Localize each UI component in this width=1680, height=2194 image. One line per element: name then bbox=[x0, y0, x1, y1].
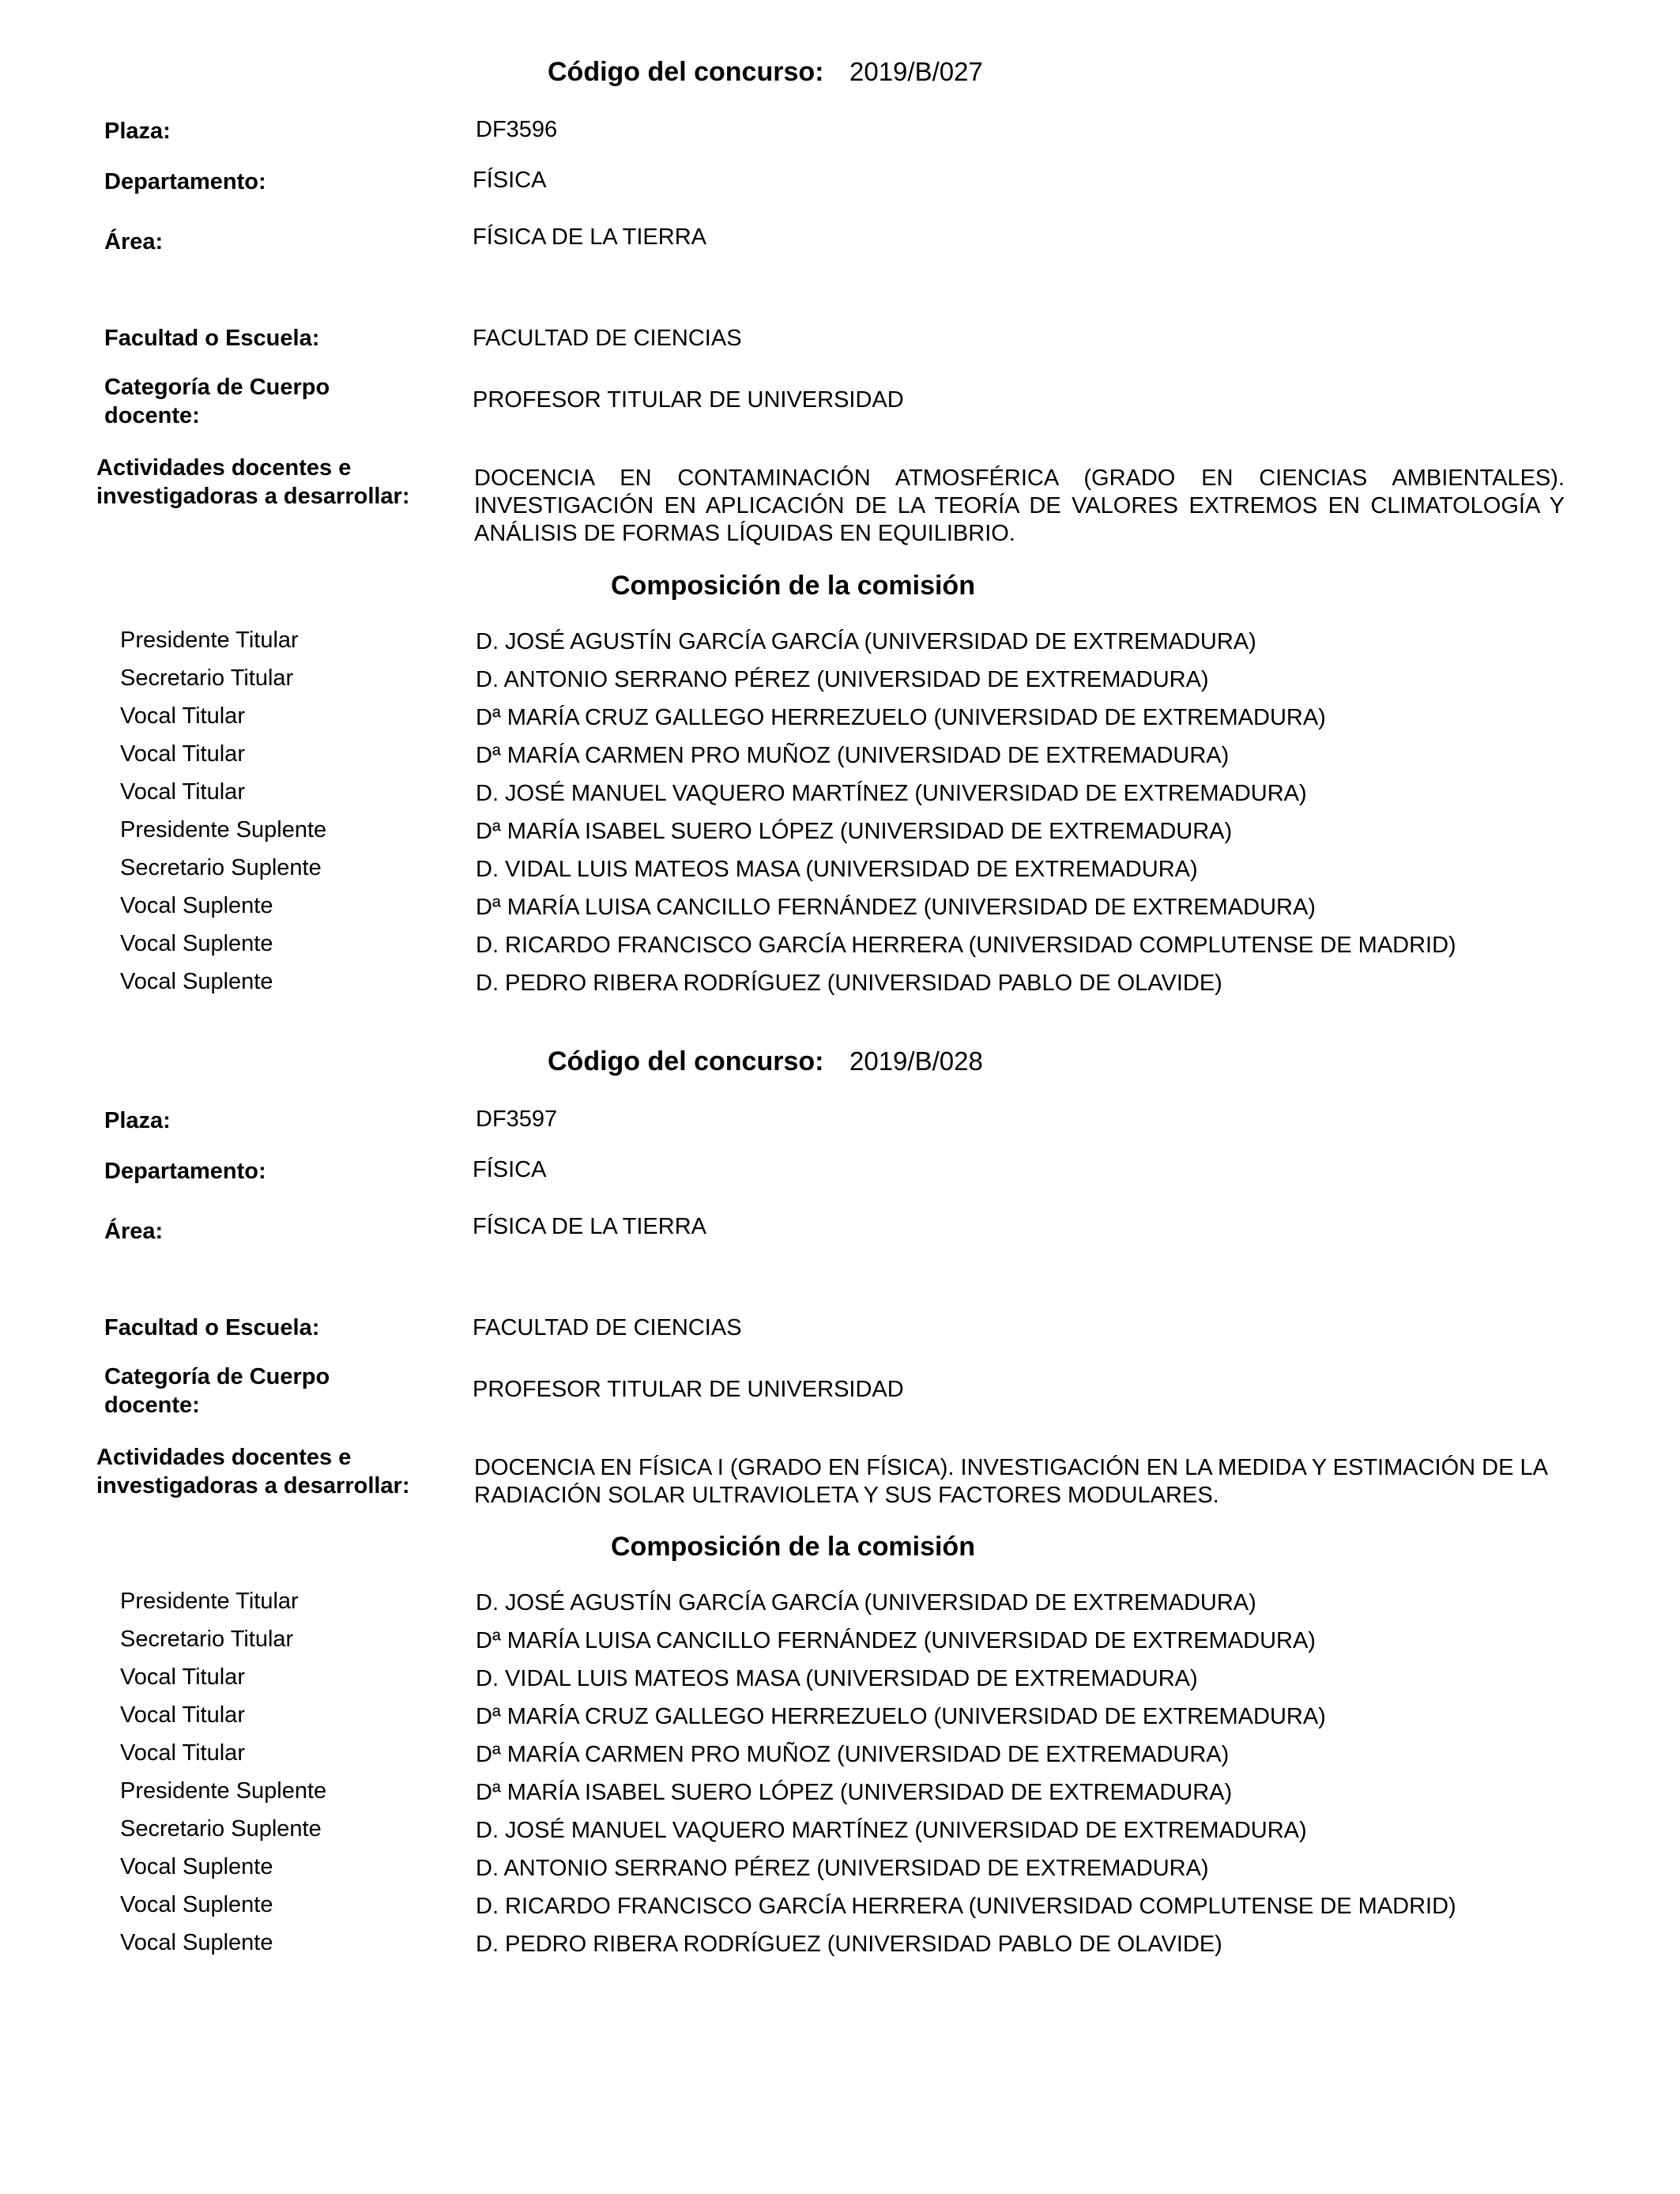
concurso-section-1 bbox=[0, 0, 1680, 996]
comision-member bbox=[0, 1664, 1680, 1702]
codigo-value: 2019/B/028 bbox=[849, 1046, 983, 1076]
comision-member bbox=[0, 1702, 1680, 1740]
comision-member bbox=[0, 931, 1680, 969]
codigo-label: Código del concurso: bbox=[548, 57, 824, 87]
member-role: Secretario Suplente bbox=[120, 1816, 322, 1842]
member-name: D. JOSÉ MANUEL VAQUERO MARTÍNEZ (UNIVERSIDAD DE EXTREMADURA) bbox=[476, 1818, 1307, 1843]
facultad-value: FACULTAD DE CIENCIAS bbox=[473, 326, 742, 351]
area-value: FÍSICA DE LA TIERRA bbox=[473, 1214, 707, 1239]
member-role: Vocal Suplente bbox=[120, 931, 273, 956]
plaza-value: DF3596 bbox=[476, 117, 558, 142]
member-name: D. PEDRO RIBERA RODRÍGUEZ (UNIVERSIDAD PABLO DE OLAVIDE) bbox=[476, 1932, 1222, 1957]
member-name: Dª MARÍA CARMEN PRO MUÑOZ (UNIVERSIDAD DE EXTREMADURA) bbox=[476, 743, 1230, 768]
actividades-value: DOCENCIA EN CONTAMINACIÓN ATMOSFÉRICA (GRADO EN CIENCIAS AMBIENTALES). INVESTIGACIÓN EN APLICACIÓN DE LA TEORÍA DE VALORES EXTREMOS EN CLIMATOLOGÍA Y ANÁLISIS DE FORMAS LÍQUIDAS EN EQUILIBRIO. bbox=[474, 466, 1565, 546]
member-name: Dª MARÍA LUISA CANCILLO FERNÁNDEZ (UNIVERSIDAD DE EXTREMADURA) bbox=[476, 895, 1316, 920]
comision-member bbox=[0, 855, 1680, 893]
departamento-value: FÍSICA bbox=[473, 168, 547, 193]
codigo-label: Código del concurso: bbox=[548, 1046, 824, 1076]
member-role: Presidente Suplente bbox=[120, 1778, 327, 1804]
comision-member bbox=[0, 1589, 1680, 1627]
actividades-value: DOCENCIA EN FÍSICA I (GRADO EN FÍSICA). INVESTIGACIÓN EN LA MEDIDA Y ESTIMACIÓN DE LA RADIACIÓN SOLAR ULTRAVIOLETA Y SUS FACTORES MODULARES. bbox=[474, 1455, 1547, 1508]
member-name: Dª MARÍA CRUZ GALLEGO HERREZUELO (UNIVERSIDAD DE EXTREMADURA) bbox=[476, 1704, 1326, 1729]
member-name: Dª MARÍA ISABEL SUERO LÓPEZ (UNIVERSIDAD DE EXTREMADURA) bbox=[476, 1780, 1233, 1805]
comision-title: Composición de la comisión bbox=[611, 571, 975, 601]
plaza-label: Plaza: bbox=[104, 119, 171, 144]
comision-member bbox=[0, 1740, 1680, 1778]
member-name: Dª MARÍA CRUZ GALLEGO HERREZUELO (UNIVERSIDAD DE EXTREMADURA) bbox=[476, 705, 1326, 730]
member-name: D. JOSÉ MANUEL VAQUERO MARTÍNEZ (UNIVERSIDAD DE EXTREMADURA) bbox=[476, 781, 1307, 806]
member-role: Vocal Titular bbox=[120, 779, 245, 805]
departamento-value: FÍSICA bbox=[473, 1157, 547, 1182]
member-role: Vocal Suplente bbox=[120, 1930, 273, 1955]
comision-member bbox=[0, 1778, 1680, 1816]
area-value: FÍSICA DE LA TIERRA bbox=[473, 224, 707, 250]
departamento-label: Departamento: bbox=[104, 169, 266, 194]
member-role: Vocal Suplente bbox=[120, 969, 273, 994]
member-name: D. VIDAL LUIS MATEOS MASA (UNIVERSIDAD DE EXTREMADURA) bbox=[476, 1666, 1198, 1691]
member-name: D. JOSÉ AGUSTÍN GARCÍA GARCÍA (UNIVERSIDAD DE EXTREMADURA) bbox=[476, 629, 1256, 654]
comision-member bbox=[0, 779, 1680, 817]
member-name: D. JOSÉ AGUSTÍN GARCÍA GARCÍA (UNIVERSIDAD DE EXTREMADURA) bbox=[476, 1590, 1256, 1615]
comision-member bbox=[0, 628, 1680, 665]
member-role: Vocal Suplente bbox=[120, 1854, 273, 1879]
categoria-value: PROFESOR TITULAR DE UNIVERSIDAD bbox=[473, 1377, 904, 1402]
member-role: Vocal Titular bbox=[120, 703, 245, 729]
member-name: D. RICARDO FRANCISCO GARCÍA HERRERA (UNIVERSIDAD COMPLUTENSE DE MADRID) bbox=[476, 1894, 1456, 1919]
member-name: D. RICARDO FRANCISCO GARCÍA HERRERA (UNIVERSIDAD COMPLUTENSE DE MADRID) bbox=[476, 933, 1456, 958]
member-role: Vocal Titular bbox=[120, 1702, 245, 1728]
member-role: Vocal Titular bbox=[120, 1740, 245, 1766]
member-name: Dª MARÍA ISABEL SUERO LÓPEZ (UNIVERSIDAD DE EXTREMADURA) bbox=[476, 819, 1233, 844]
member-role: Vocal Titular bbox=[120, 741, 245, 767]
comision-title: Composición de la comisión bbox=[611, 1532, 975, 1562]
concurso-section-2 bbox=[0, 990, 1680, 1977]
comision-member bbox=[0, 665, 1680, 703]
member-role: Vocal Suplente bbox=[120, 1892, 273, 1917]
plaza-label: Plaza: bbox=[104, 1108, 171, 1133]
comision-member bbox=[0, 1627, 1680, 1664]
area-label: Área: bbox=[104, 1219, 164, 1244]
categoria-label: Categoría de Cuerpo docente: bbox=[104, 375, 330, 428]
member-role: Presidente Suplente bbox=[120, 817, 327, 843]
facultad-label: Facultad o Escuela: bbox=[104, 326, 320, 351]
comision-member bbox=[0, 1892, 1680, 1930]
member-role: Presidente Titular bbox=[120, 1589, 299, 1614]
comision-member bbox=[0, 893, 1680, 931]
comision-member bbox=[0, 1930, 1680, 1968]
member-name: D. VIDAL LUIS MATEOS MASA (UNIVERSIDAD DE EXTREMADURA) bbox=[476, 857, 1198, 882]
member-name: Dª MARÍA CARMEN PRO MUÑOZ (UNIVERSIDAD DE EXTREMADURA) bbox=[476, 1742, 1230, 1767]
actividades-label: Actividades docentes e investigadoras a desarrollar: bbox=[96, 1445, 410, 1498]
facultad-value: FACULTAD DE CIENCIAS bbox=[473, 1315, 742, 1340]
categoria-label: Categoría de Cuerpo docente: bbox=[104, 1364, 330, 1418]
facultad-label: Facultad o Escuela: bbox=[104, 1315, 320, 1340]
comision-member bbox=[0, 703, 1680, 741]
member-name: D. ANTONIO SERRANO PÉREZ (UNIVERSIDAD DE EXTREMADURA) bbox=[476, 1856, 1209, 1881]
member-name: D. ANTONIO SERRANO PÉREZ (UNIVERSIDAD DE EXTREMADURA) bbox=[476, 667, 1209, 692]
member-role: Secretario Titular bbox=[120, 665, 294, 691]
member-role: Vocal Titular bbox=[120, 1664, 245, 1690]
comision-member bbox=[0, 817, 1680, 855]
comision-member bbox=[0, 741, 1680, 779]
member-name: D. PEDRO RIBERA RODRÍGUEZ (UNIVERSIDAD PABLO DE OLAVIDE) bbox=[476, 971, 1222, 996]
actividades-label: Actividades docentes e investigadoras a desarrollar: bbox=[96, 455, 410, 509]
member-name: Dª MARÍA LUISA CANCILLO FERNÁNDEZ (UNIVERSIDAD DE EXTREMADURA) bbox=[476, 1628, 1316, 1653]
member-role: Vocal Suplente bbox=[120, 893, 273, 918]
comision-member bbox=[0, 1854, 1680, 1892]
departamento-label: Departamento: bbox=[104, 1159, 266, 1184]
member-role: Presidente Titular bbox=[120, 628, 299, 653]
member-role: Secretario Titular bbox=[120, 1627, 294, 1652]
plaza-value: DF3597 bbox=[476, 1106, 558, 1132]
categoria-value: PROFESOR TITULAR DE UNIVERSIDAD bbox=[473, 387, 904, 413]
comision-member bbox=[0, 1816, 1680, 1854]
area-label: Área: bbox=[104, 229, 164, 254]
codigo-value: 2019/B/027 bbox=[849, 57, 983, 86]
member-role: Secretario Suplente bbox=[120, 855, 322, 880]
